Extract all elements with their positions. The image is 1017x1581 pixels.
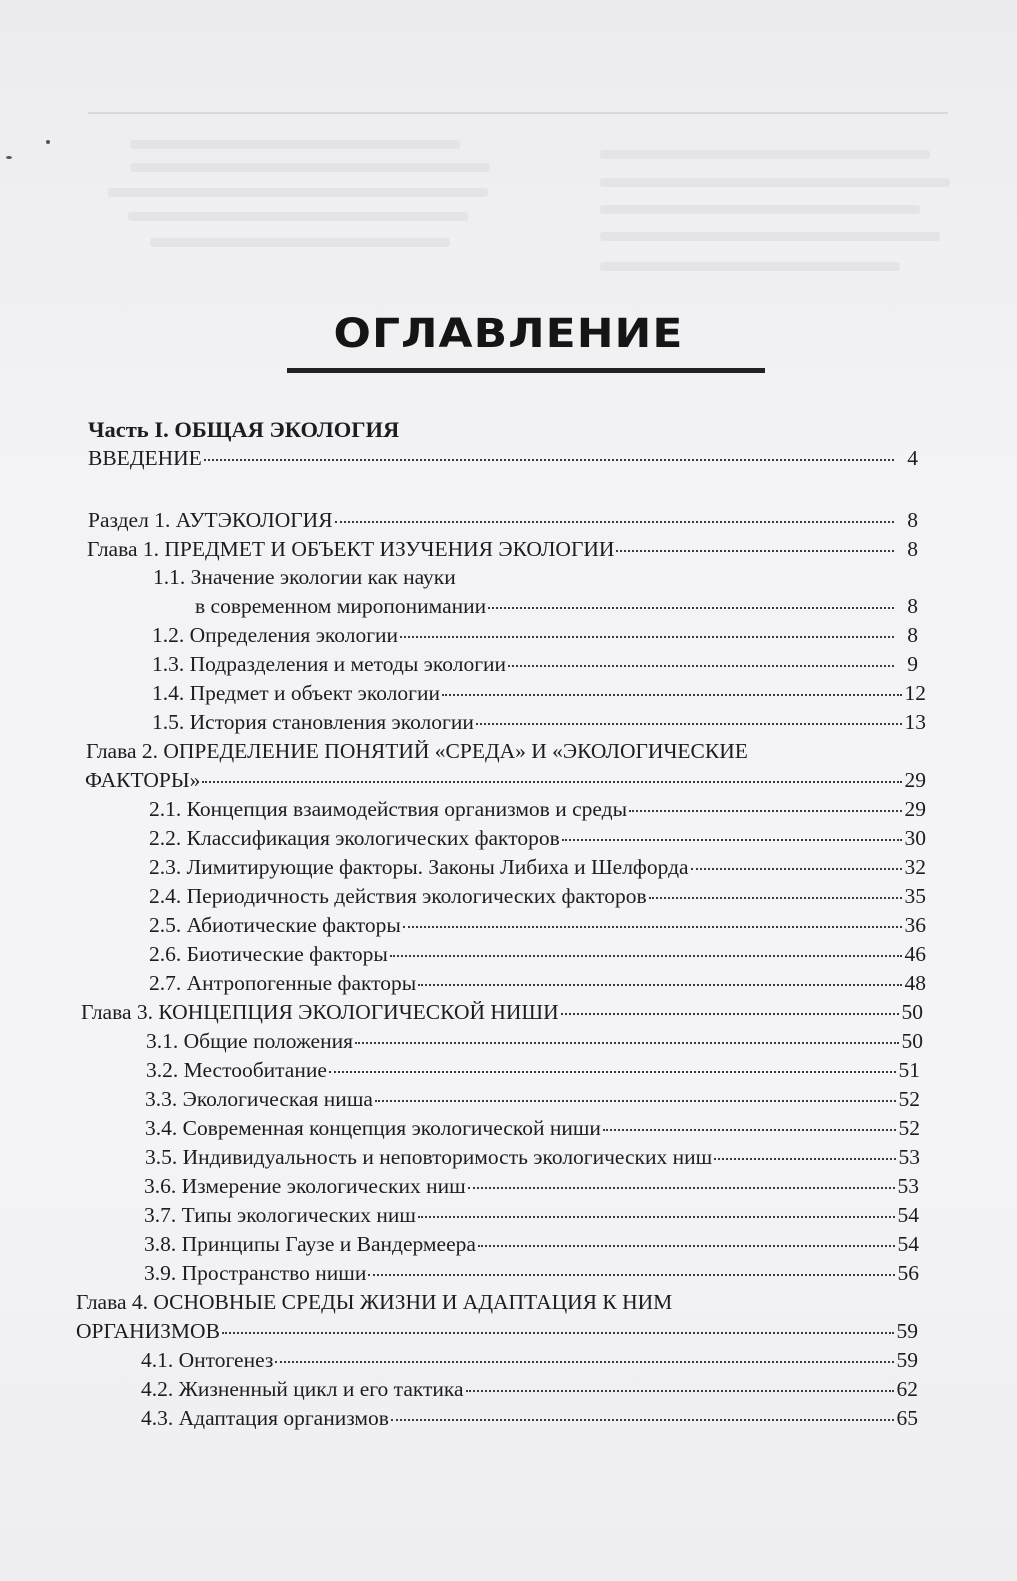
subentry-label: 1.1. Значение экологии как науки xyxy=(153,565,456,589)
leader-dots xyxy=(478,1245,895,1247)
leader-dots xyxy=(649,897,902,899)
entry-label: 3.9. Пространство ниши xyxy=(144,1261,367,1285)
toc-entry-3-2[interactable] xyxy=(146,1056,920,1084)
entry-page: 53 xyxy=(898,1145,920,1169)
entry-page: 8 xyxy=(907,594,918,618)
entry-label: 3.4. Современная концепция экологической ниши xyxy=(145,1116,601,1140)
entry-page: 50 xyxy=(901,1000,923,1024)
entry-label: 3.1. Общие положения xyxy=(146,1029,354,1053)
toc-entry-1-2[interactable] xyxy=(152,621,918,649)
entry-label: 4.3. Адаптация организмов xyxy=(141,1406,389,1430)
leader-dots xyxy=(391,1419,894,1421)
toc-entry-1-1[interactable] xyxy=(195,592,918,620)
entry-label: ОРГАНИЗМОВ xyxy=(76,1319,220,1343)
toc-entry-4-3[interactable] xyxy=(141,1404,918,1432)
leader-dots xyxy=(476,723,902,725)
entry-page: 35 xyxy=(904,884,926,908)
entry-page: 54 xyxy=(897,1232,919,1256)
entry-label: Глава 3. КОНЦЕПЦИЯ ЭКОЛОГИЧЕСКОЙ НИШИ xyxy=(81,1000,559,1024)
leader-dots xyxy=(403,926,902,928)
entry-page: 54 xyxy=(897,1203,919,1227)
leader-dots xyxy=(222,1332,894,1334)
entry-page: 52 xyxy=(898,1116,920,1140)
leader-dots xyxy=(714,1158,896,1160)
leader-dots xyxy=(468,1187,895,1189)
entry-label: 1.5. История становления экологии xyxy=(152,710,474,734)
entry-label: 4.1. Онтогенез xyxy=(141,1348,274,1372)
leader-dots xyxy=(508,665,894,667)
leader-dots xyxy=(488,607,894,609)
page-title: ОГЛАВЛЕНИЕ xyxy=(333,310,684,357)
leader-dots xyxy=(400,636,894,638)
leader-dots xyxy=(368,1274,895,1276)
toc-entry-2-7[interactable] xyxy=(149,969,926,997)
entry-label: 2.3. Лимитирующие факторы. Законы Либиха и Шелфорда xyxy=(149,855,689,879)
entry-label: 3.3. Экологическая ниша xyxy=(145,1087,373,1111)
entry-label: 2.1. Концепция взаимодействия организмов и среды xyxy=(149,797,628,821)
leader-dots xyxy=(603,1129,896,1131)
entry-label: 2.4. Периодичность действия экологических факторов xyxy=(149,884,647,908)
entry-label: 3.6. Измерение экологических ниш xyxy=(144,1174,466,1198)
leader-dots xyxy=(375,1100,896,1102)
entry-page: 8 xyxy=(907,508,918,532)
toc-entry-3-9[interactable] xyxy=(144,1259,919,1287)
leader-dots xyxy=(442,694,902,696)
entry-label: в современном миропонимании xyxy=(195,594,487,618)
entry-label: 2.6. Биотические факторы xyxy=(149,942,388,966)
leader-dots xyxy=(562,839,902,841)
toc-entry-2-3[interactable] xyxy=(149,853,926,881)
toc-entry-1-3[interactable] xyxy=(152,650,918,678)
entry-page: 8 xyxy=(907,537,918,561)
entry-label: ВВЕДЕНИЕ xyxy=(88,446,202,470)
toc-entry-1-5[interactable] xyxy=(152,708,926,736)
chapter-2-title: Глава 2. ОПРЕДЕЛЕНИЕ ПОНЯТИЙ «СРЕДА» И «ЭКОЛОГИЧЕСКИЕ xyxy=(86,739,748,763)
leader-dots xyxy=(691,868,902,870)
entry-label: 1.3. Подразделения и методы экологии xyxy=(152,652,507,676)
toc-entry-2-6[interactable] xyxy=(149,940,926,968)
toc-entry-4-1[interactable] xyxy=(141,1346,918,1374)
leader-dots xyxy=(275,1361,894,1363)
toc-entry-2-1[interactable] xyxy=(149,795,926,823)
entry-label: ФАКТОРЫ» xyxy=(85,768,201,792)
toc-entry-2-2[interactable] xyxy=(149,824,926,852)
toc-entry-3-7[interactable] xyxy=(144,1201,919,1229)
toc-entry-section[interactable] xyxy=(88,506,918,534)
entry-page: 29 xyxy=(904,768,926,792)
entry-label: Глава 1. ПРЕДМЕТ И ОБЪЕКТ ИЗУЧЕНИЯ ЭКОЛОГИИ xyxy=(87,537,615,561)
entry-page: 50 xyxy=(901,1029,923,1053)
entry-label: 2.7. Антропогенные факторы xyxy=(149,971,417,995)
entry-page: 30 xyxy=(904,826,926,850)
entry-page: 56 xyxy=(897,1261,919,1285)
toc-entry-3-1[interactable] xyxy=(146,1027,923,1055)
entry-page: 8 xyxy=(907,623,918,647)
leader-dots xyxy=(561,1013,899,1015)
toc-entry-3-8[interactable] xyxy=(144,1230,919,1258)
entry-page: 13 xyxy=(904,710,926,734)
leader-dots xyxy=(355,1042,899,1044)
toc-entry-3-3[interactable] xyxy=(145,1085,920,1113)
toc-entry-1-4[interactable] xyxy=(152,679,926,707)
leader-dots xyxy=(329,1071,896,1073)
toc-entry-chapter-1[interactable] xyxy=(87,535,918,563)
entry-page: 65 xyxy=(896,1406,918,1430)
entry-page: 36 xyxy=(904,913,926,937)
toc-entry-chapter-2[interactable] xyxy=(85,766,926,794)
leader-dots xyxy=(390,955,902,957)
toc-entry-3-4[interactable] xyxy=(145,1114,920,1142)
entry-label: 2.2. Классификация экологических факторов xyxy=(149,826,560,850)
entry-page: 62 xyxy=(896,1377,918,1401)
entry-label: 3.5. Индивидуальность и неповторимость экологических ниш xyxy=(145,1145,713,1169)
toc-entry-chapter-4[interactable] xyxy=(76,1317,918,1345)
entry-page: 29 xyxy=(904,797,926,821)
leader-dots xyxy=(204,459,894,461)
entry-page: 59 xyxy=(896,1319,918,1343)
leader-dots xyxy=(629,810,902,812)
leader-dots xyxy=(202,781,902,783)
leader-dots xyxy=(418,984,902,986)
entry-label: 3.7. Типы экологических ниш xyxy=(144,1203,416,1227)
part-title: Часть I. ОБЩАЯ ЭКОЛОГИЯ xyxy=(88,417,400,442)
entry-label: 1.4. Предмет и объект экологии xyxy=(152,681,441,705)
entry-label: 3.8. Принципы Гаузе и Вандермеера xyxy=(144,1232,476,1256)
entry-label: 2.5. Абиотические факторы xyxy=(149,913,401,937)
toc-entry-intro[interactable] xyxy=(88,444,918,472)
entry-page: 12 xyxy=(904,681,926,705)
chapter-4-title: Глава 4. ОСНОВНЫЕ СРЕДЫ ЖИЗНИ И АДАПТАЦИЯ К НИМ xyxy=(76,1290,673,1314)
toc-entry-2-4[interactable] xyxy=(149,882,926,910)
leader-dots xyxy=(335,521,894,523)
toc-entry-chapter-3[interactable] xyxy=(81,998,923,1026)
entry-page: 59 xyxy=(896,1348,918,1372)
entry-label: Раздел 1. АУТЭКОЛОГИЯ xyxy=(88,508,333,532)
entry-page: 51 xyxy=(898,1058,920,1082)
entry-label: 3.2. Местообитание xyxy=(146,1058,327,1082)
toc-entry-3-5[interactable] xyxy=(145,1143,920,1171)
entry-page: 32 xyxy=(904,855,926,879)
entry-page: 4 xyxy=(907,446,918,470)
entry-page: 46 xyxy=(904,942,926,966)
leader-dots xyxy=(616,550,894,552)
toc-entry-3-6[interactable] xyxy=(144,1172,919,1200)
entry-page: 9 xyxy=(907,652,918,676)
leader-dots xyxy=(418,1216,895,1218)
entry-page: 52 xyxy=(898,1087,920,1111)
leader-dots xyxy=(466,1390,894,1392)
entry-label: 4.2. Жизненный цикл и его тактика xyxy=(141,1377,464,1401)
entry-page: 53 xyxy=(897,1174,919,1198)
toc-entry-4-2[interactable] xyxy=(141,1375,918,1403)
toc-entry-2-5[interactable] xyxy=(149,911,926,939)
entry-page: 48 xyxy=(904,971,926,995)
entry-label: 1.2. Определения экологии xyxy=(152,623,399,647)
